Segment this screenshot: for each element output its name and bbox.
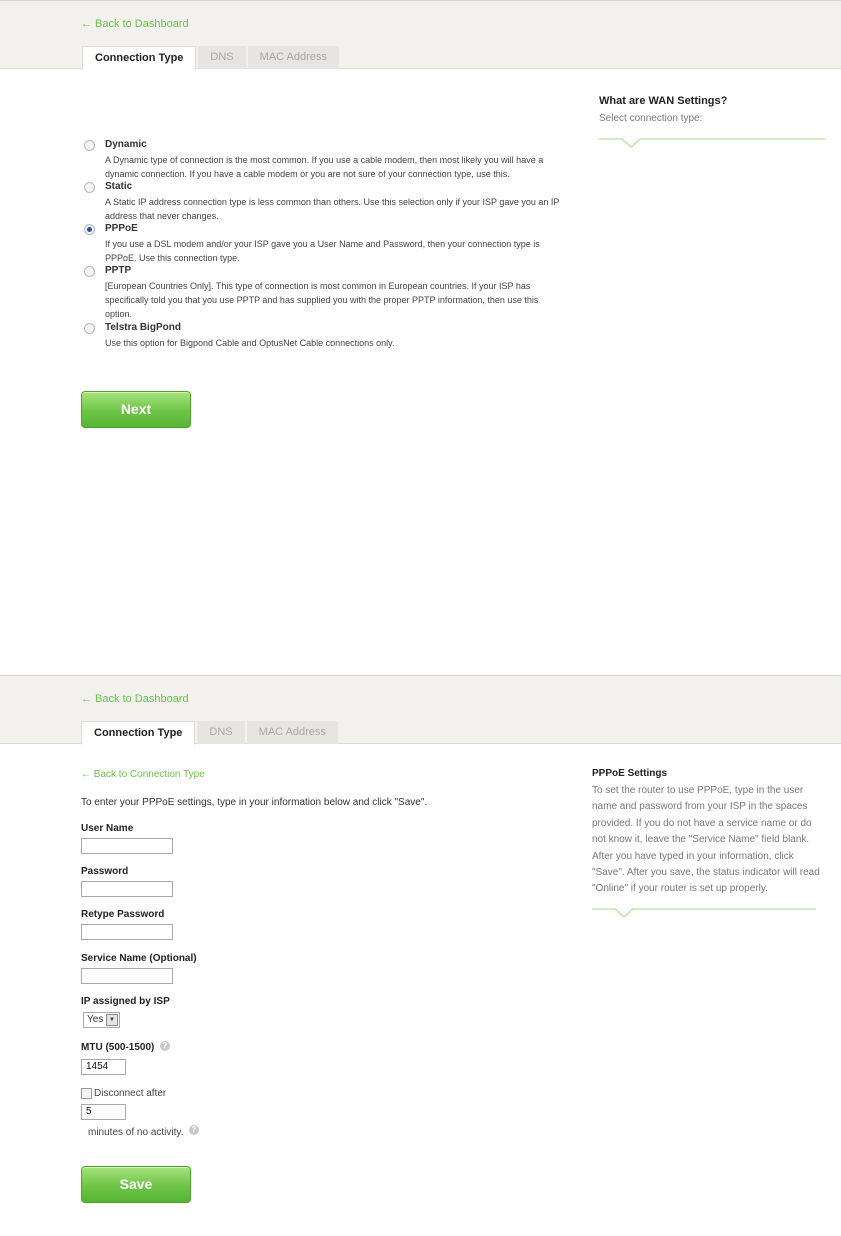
- disconnect-label: Disconnect after: [94, 1088, 167, 1099]
- intro-text: To enter your PPPoE settings, type in your information below and click "Save".: [81, 797, 428, 808]
- radio-dynamic[interactable]: [84, 140, 95, 151]
- option-static: [81, 181, 566, 223]
- option-description: Use this option for Bigpond Cable and OptusNet Cable connections only.: [105, 338, 395, 348]
- dropdown-arrow-icon[interactable]: ▼: [106, 1014, 118, 1026]
- option-pppoe: [81, 223, 566, 265]
- help-divider: [599, 137, 825, 148]
- back-to-dashboard-link[interactable]: ← Back to Dashboard: [81, 18, 189, 30]
- help-title: What are WAN Settings?: [599, 95, 728, 107]
- password-input[interactable]: [81, 881, 173, 897]
- tab-mac-address[interactable]: MAC Address: [247, 721, 338, 744]
- disconnect-minutes-input[interactable]: [81, 1104, 126, 1120]
- header-band: [0, 675, 841, 744]
- back-to-connection-type-link[interactable]: ← Back to Connection Type: [81, 769, 205, 780]
- password-label: Password: [81, 866, 129, 877]
- tab-mac-address[interactable]: MAC Address: [248, 46, 339, 69]
- option-telstra-bigpond: [81, 322, 566, 350]
- ip-assigned-selected-value: Yes: [87, 1014, 104, 1025]
- option-title: Static: [105, 181, 133, 192]
- save-button[interactable]: Save: [81, 1166, 191, 1203]
- disconnect-suffix: minutes of no activity.: [88, 1127, 184, 1138]
- radio-telstra-bigpond[interactable]: [84, 323, 95, 334]
- tab-connection-type[interactable]: Connection Type: [81, 721, 195, 745]
- option-description: A Static IP address connection type is less common than others. Use this selection only if your ISP gave you an IP address that never changes.: [105, 197, 560, 221]
- radio-pppoe[interactable]: [84, 224, 95, 235]
- disconnect-checkbox[interactable]: [81, 1088, 92, 1099]
- option-dynamic: [81, 139, 566, 181]
- tab-dns[interactable]: DNS: [197, 721, 244, 744]
- option-title: PPPoE: [105, 223, 138, 234]
- help-divider: [592, 907, 816, 918]
- user-name-label: User Name: [81, 823, 134, 834]
- tab-connection-type[interactable]: Connection Type: [82, 46, 196, 70]
- retype-password-input[interactable]: [81, 924, 173, 940]
- help-text: To set the router to use PPPoE, type in the user name and password from your ISP in the spaces provided. If you do not have a service name or do not know it, leave the "Service Name" field blank. After you have typed in your information, click "Save". After you save, the status indicator will read "Online" if your router is set up properly.: [592, 785, 820, 895]
- help-text: Select connection type:: [599, 113, 703, 124]
- back-to-dashboard-link[interactable]: ← Back to Dashboard: [81, 693, 189, 705]
- option-description: [European Countries Only]. This type of connection is most common in European countries. If your ISP has specifically told you that you use PPTP and has supplied you with the proper PPTP information, then use this option.: [105, 281, 539, 319]
- mtu-label: MTU (500-1500): [81, 1042, 155, 1053]
- help-title: PPPoE Settings: [592, 768, 668, 779]
- pppoe-settings-panel: [0, 675, 841, 1236]
- wan-connection-type-panel: [0, 0, 841, 460]
- mtu-input[interactable]: [81, 1059, 126, 1075]
- user-name-input[interactable]: [81, 838, 173, 854]
- option-title: Dynamic: [105, 139, 147, 150]
- ip-assigned-select[interactable]: [83, 1012, 120, 1028]
- tab-bar: [81, 721, 340, 744]
- tab-dns[interactable]: DNS: [198, 46, 245, 69]
- help-question-icon[interactable]: ?: [189, 1125, 199, 1135]
- option-pptp: [81, 265, 566, 322]
- option-title: PPTP: [105, 265, 132, 276]
- next-button[interactable]: Next: [81, 391, 191, 428]
- service-name-label: Service Name (Optional): [81, 953, 197, 964]
- radio-pptp[interactable]: [84, 266, 95, 277]
- radio-static[interactable]: [84, 182, 95, 193]
- option-description: A Dynamic type of connection is the most common. If you use a cable modem, then most likely you will have a dynamic connection. If you have a cable modem or you are not sure of your connection type, use this.: [105, 155, 544, 179]
- service-name-input[interactable]: [81, 968, 173, 984]
- help-question-icon[interactable]: ?: [160, 1041, 170, 1051]
- option-title: Telstra BigPond: [105, 322, 181, 333]
- retype-password-label: Retype Password: [81, 909, 165, 920]
- header-band: [0, 0, 841, 69]
- ip-assigned-label: IP assigned by ISP: [81, 996, 170, 1007]
- tab-bar: [82, 46, 341, 69]
- option-description: If you use a DSL modem and/or your ISP gave you a User Name and Password, then your connection type is PPPoE. Use this connection type.: [105, 239, 540, 263]
